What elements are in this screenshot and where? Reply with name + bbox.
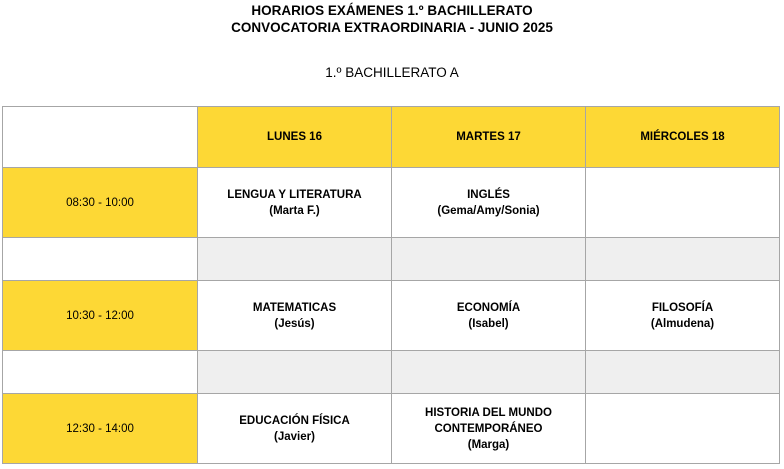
break-row (3, 238, 780, 281)
exam-cell (392, 168, 586, 238)
break-cell (586, 351, 780, 394)
break-cell (392, 351, 586, 394)
break-row (3, 351, 780, 394)
title-line-2: CONVOCATORIA EXTRAORDINARIA - JUNIO 2025 (231, 20, 553, 35)
exam-subject: HISTORIA DEL MUNDO CONTEMPORÁNEO (425, 406, 552, 435)
time-cell: 08:30 - 10:00 (3, 168, 198, 238)
exam-cell (392, 281, 586, 351)
exam-cell (586, 281, 780, 351)
time-slot-row (3, 281, 780, 351)
exam-teacher: (Marga) (467, 438, 510, 451)
title-line-1: HORARIOS EXÁMENES 1.º BACHILLERATO (251, 3, 533, 18)
exam-cell (586, 168, 780, 238)
exam-cell (586, 394, 780, 464)
exam-subject: EDUCACIÓN FÍSICA (239, 414, 350, 427)
day-header-wednesday: MIÉRCOLES 18 (586, 107, 780, 168)
exam-subject: MATEMATICAS (252, 301, 337, 314)
break-cell (586, 238, 780, 281)
break-cell (3, 351, 198, 394)
exam-subject: INGLÉS (467, 188, 510, 201)
time-cell: 12:30 - 14:00 (3, 394, 198, 464)
break-cell (392, 238, 586, 281)
day-header-tuesday: MARTES 17 (392, 107, 586, 168)
exam-teacher: (Javier) (274, 430, 315, 443)
time-slot-row (3, 168, 780, 238)
corner-cell (3, 107, 198, 168)
exam-teacher: (Jesús) (274, 317, 315, 330)
exam-cell (198, 394, 392, 464)
exam-subject: LENGUA Y LITERATURA (227, 188, 362, 201)
exam-cell (198, 281, 392, 351)
exam-teacher: (Isabel) (468, 317, 509, 330)
group-label: 1.º BACHILLERATO A (325, 65, 459, 80)
break-cell (198, 351, 392, 394)
exam-cell (392, 394, 586, 464)
header-row (3, 107, 780, 168)
exam-subject: FILOSOFÍA (651, 301, 714, 314)
exam-subject: ECONOMÍA (456, 301, 521, 314)
exam-cell (198, 168, 392, 238)
time-slot-row (3, 394, 780, 464)
break-cell (3, 238, 198, 281)
time-cell: 10:30 - 12:00 (3, 281, 198, 351)
exam-teacher: (Marta F.) (269, 204, 320, 217)
exam-teacher: (Gema/Amy/Sonia) (437, 204, 540, 217)
exam-teacher: (Almudena) (650, 317, 715, 330)
exam-schedule-table (2, 106, 780, 464)
day-header-monday: LUNES 16 (198, 107, 392, 168)
break-cell (198, 238, 392, 281)
document-title (0, 2, 784, 36)
